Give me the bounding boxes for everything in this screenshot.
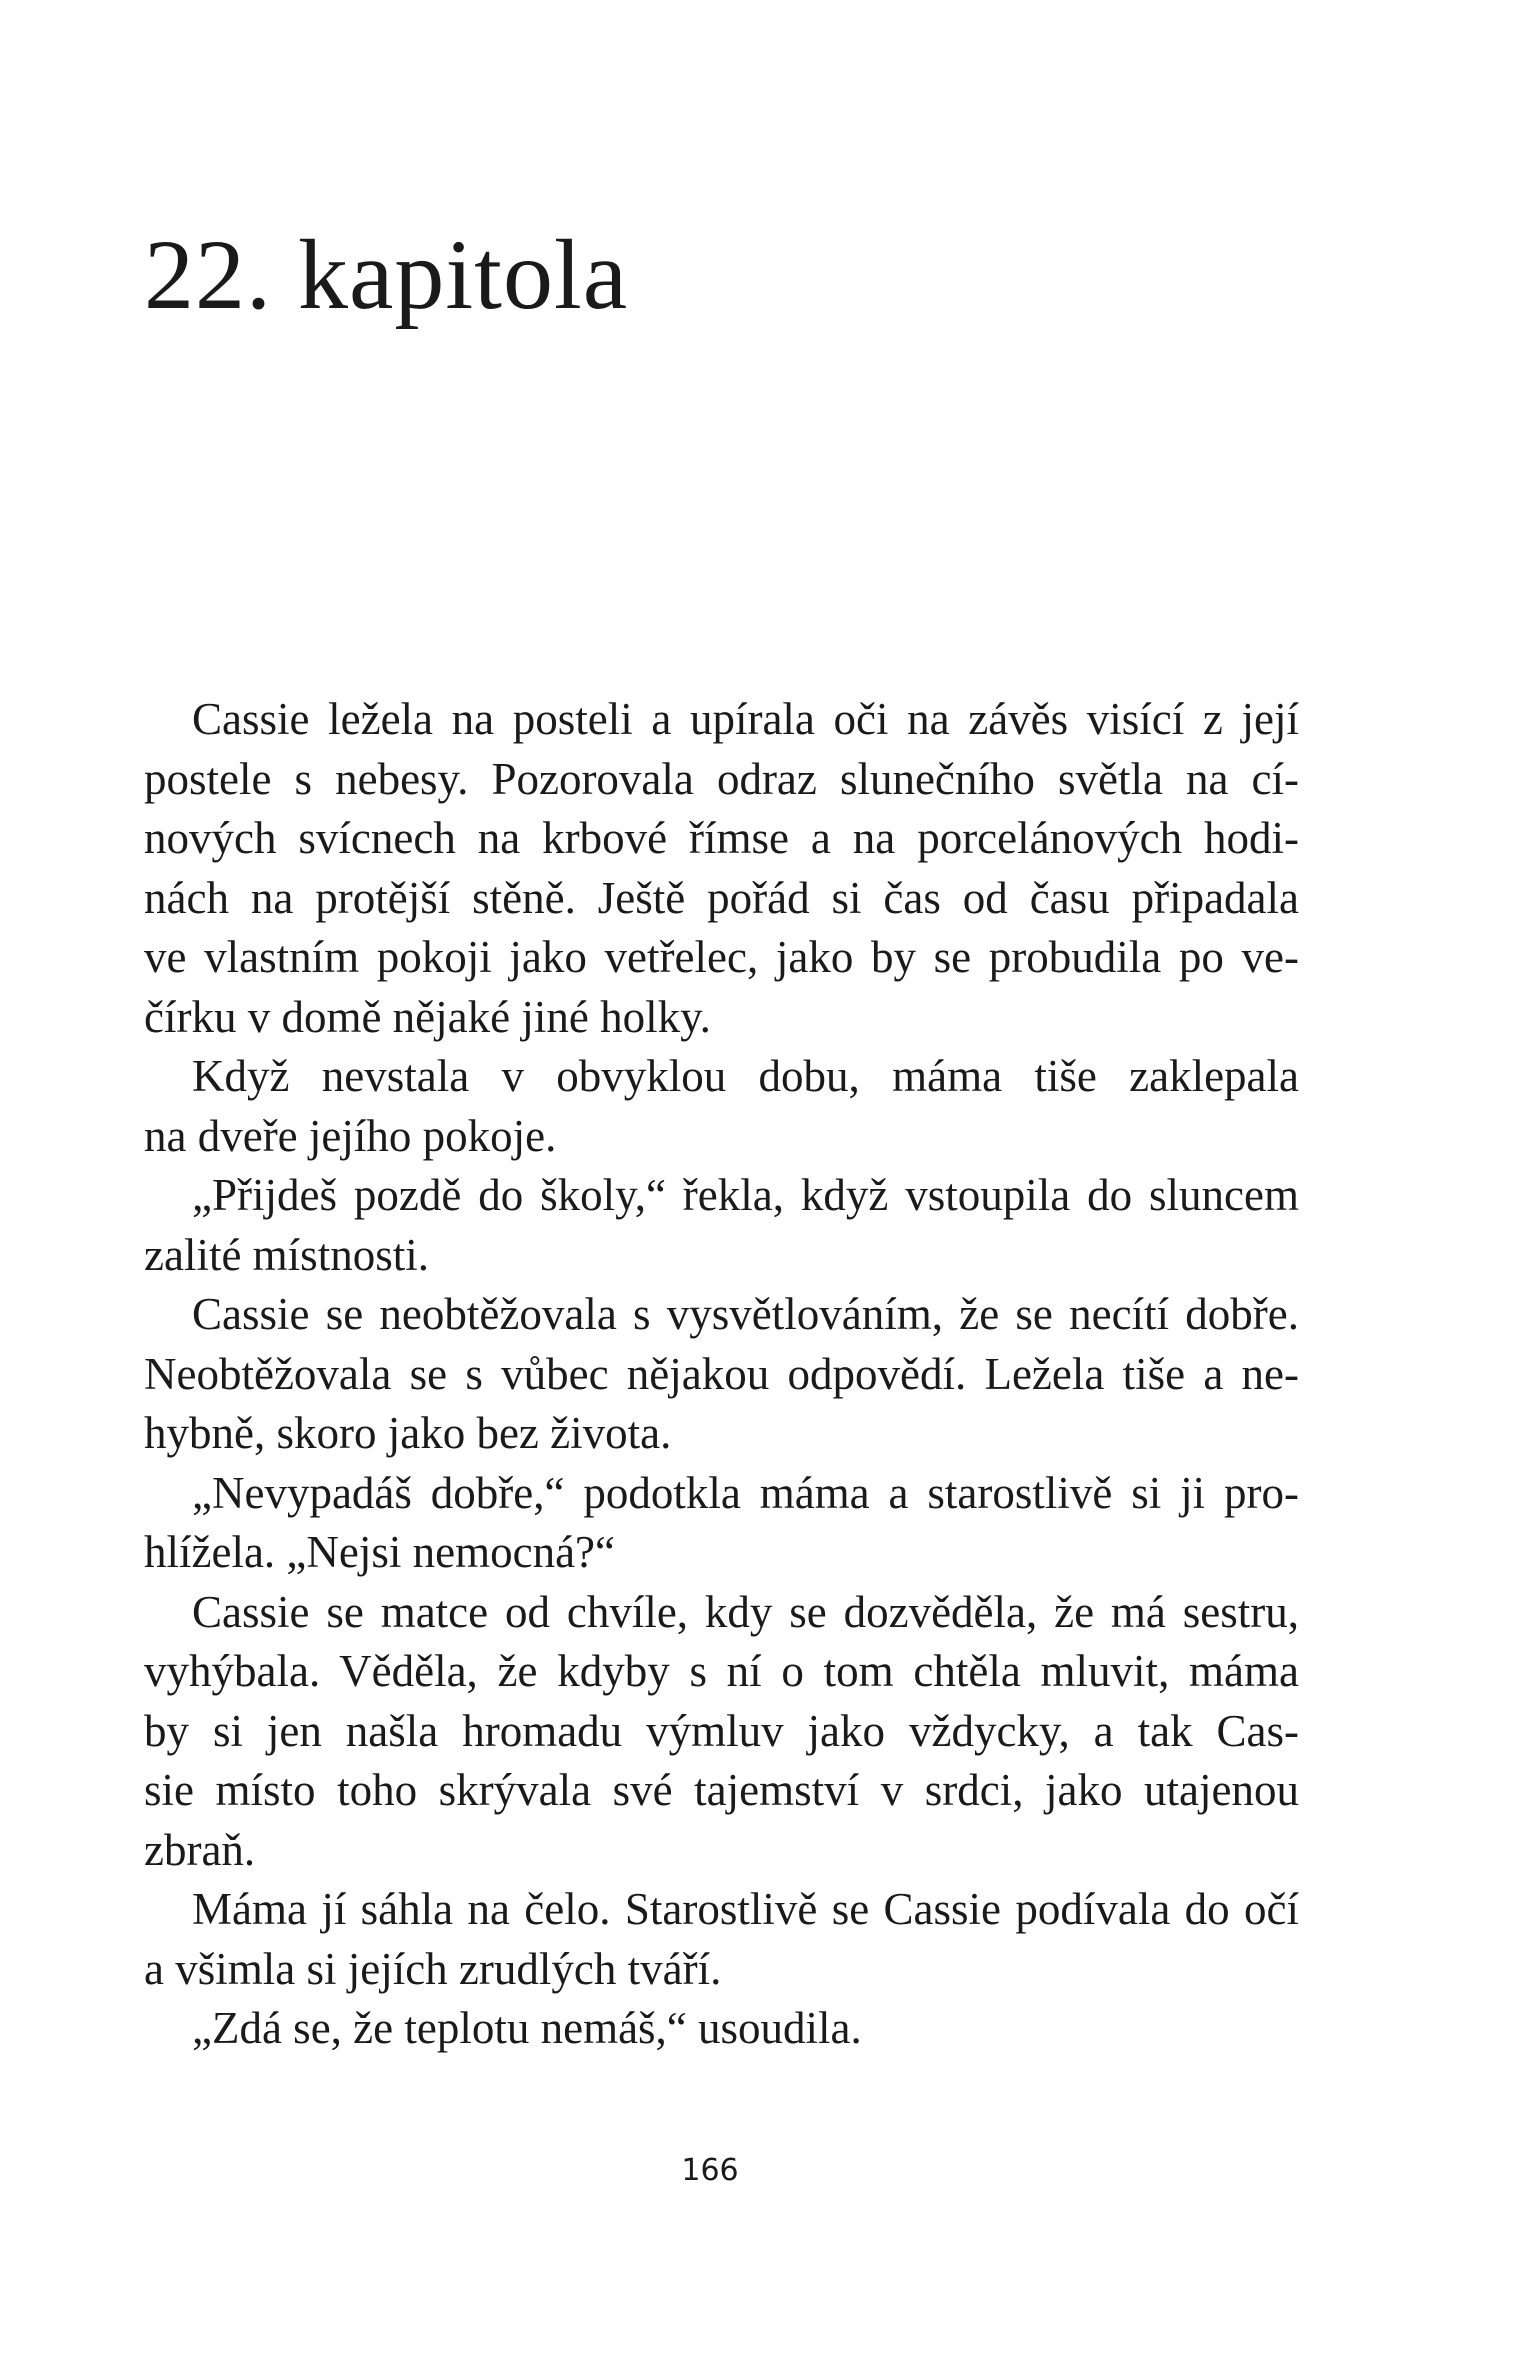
text-line: hybně, skoro jako bez života. [144,1408,672,1458]
paragraph [144,1285,1299,1464]
text-line: hlížela. „Nejsi nemocná?“ [144,1527,616,1577]
text-line: a všimla si jejích zrudlých tváří. [144,1943,722,1994]
text-line: zalité místnosti. [144,1229,429,1280]
paragraph [144,1047,1299,1166]
text-line: vyhýbala. Věděla, že kdyby s ní o tom chtěla mluvit, máma [144,1646,1299,1696]
paragraph [144,690,1299,1047]
text-line: Cassie se neobtěžovala s vysvětlováním, že se necítí dobře. [192,1289,1299,1339]
paragraph [144,1880,1299,1999]
text-line: postele s nebesy. Pozorovala odraz slunečního světla na cí- [144,753,1299,804]
text-line: Cassie se matce od chvíle, kdy se dozvěděla, že má sestru, [192,1586,1299,1637]
text-line: by si jen našla hromadu výmluv jako vždycky, a tak Cas- [144,1705,1299,1756]
body-text [144,690,1299,2059]
paragraph [144,1999,1299,2059]
paragraph [144,1583,1299,1881]
text-line: zbraň. [144,1824,256,1875]
paragraph [144,1464,1299,1583]
text-line: nových svícnech na krbové římse a na porcelánových hodi- [144,813,1299,863]
chapter-title: 22. kapitola [144,219,629,330]
page-number: 166 [681,2153,739,2188]
text-line: Když nevstala v obvyklou dobu, máma tiše zaklepala [192,1051,1299,1101]
text-line: nách na protější stěně. Ještě pořád si čas od času připadala [144,872,1299,923]
text-line: Neobtěžovala se s vůbec nějakou odpovědí. Ležela tiše a ne- [144,1348,1299,1399]
text-line: čírku v domě nějaké jiné holky. [144,991,711,1042]
text-line: Máma jí sáhla na čelo. Starostlivě se Cassie podívala do očí [192,1884,1299,1934]
text-line: „Nevypadáš dobře,“ podotkla máma a starostlivě si ji pro- [192,1467,1299,1518]
paragraph [144,1166,1299,1285]
text-line: „Přijdeš pozdě do školy,“ řekla, když vstoupila do sluncem [192,1170,1299,1220]
text-line: na dveře jejího pokoje. [144,1110,557,1161]
text-line: „Zdá se, že teplotu nemáš,“ usoudila. [192,2003,862,2053]
text-line: ve vlastním pokoji jako vetřelec, jako by se probudila po ve- [144,932,1299,982]
text-line: Cassie ležela na posteli a upírala oči na závěs visící z její [192,694,1299,744]
text-line: sie místo toho skrývala své tajemství v srdci, jako utajenou [144,1765,1299,1815]
